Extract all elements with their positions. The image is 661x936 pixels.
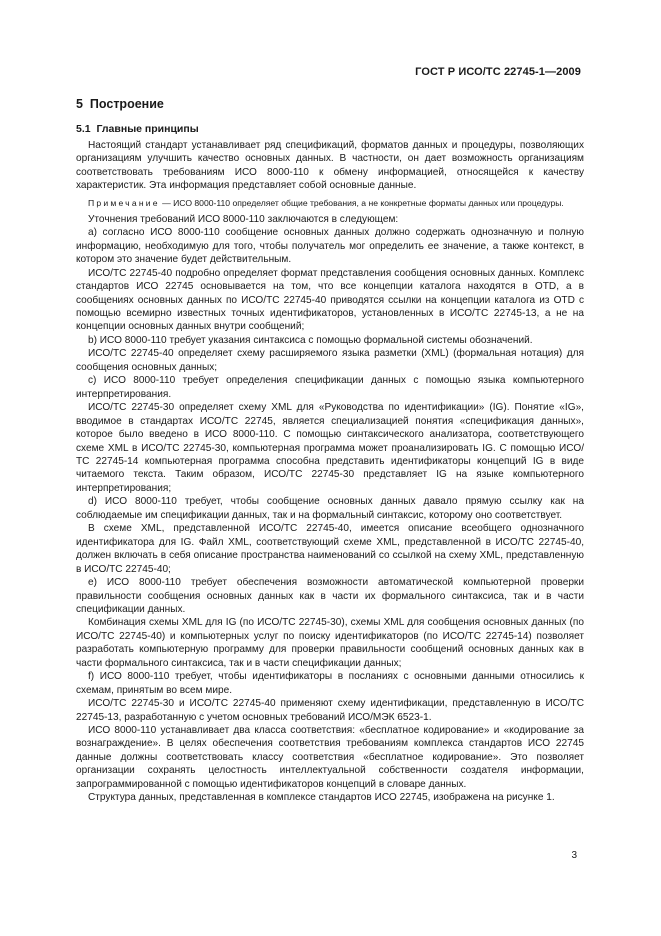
paragraph-item-d: d) ИСО 8000-110 требует, чтобы сообщение основных данных давало прямую ссылку как на соблюдаемые им спецификации данных, так и на формальный синтаксис, которому оно соответствует. (76, 496, 584, 521)
note-label: Примечание (88, 197, 160, 208)
subsection-heading (76, 122, 584, 136)
paragraph-15: Структура данных, представленная в комплексе стандартов ИСО 22745, изображена на рисунке 1. (88, 792, 555, 804)
page-number: 3 (571, 850, 577, 861)
document-body (76, 96, 584, 805)
paragraph-item-e: е) ИСО 8000-110 требует обеспечения возможности автоматической компьютерной проверки правильности сообщения основных данных как в части их формального синтаксиса, так и в части спецификации данных. (76, 577, 584, 615)
section-heading (76, 96, 584, 112)
section-number: 5 (76, 97, 83, 111)
subsection-title: Главные принципы (96, 123, 199, 135)
paragraph-item-c: с) ИСО 8000-110 требует определения спецификации данных с помощью языка компьютерного интерпретирования. (76, 375, 584, 400)
paragraph-1: Уточнения требований ИСО 8000-110 заключаются в следующем: (88, 213, 399, 225)
section-title: Построение (89, 97, 164, 111)
paragraph-5: ИСО/ТС 22745-40 определяет схему расширяемого языка разметки (XML) (формальная нотация) для сообщения основных данных; (76, 348, 584, 373)
paragraph-13: ИСО/ТС 22745-30 и ИСО/ТС 22745-40 применяют схему идентификации, представленную в ИСО/ТС 22745-13, разработанную с учетом основных требований ИСО/МЭК 6523-1. (76, 698, 584, 723)
document-header: ГОСТ Р ИСО/ТС 22745-1—2009 (415, 66, 581, 78)
paragraph-14: ИСО 8000-110 устанавливает два класса соответствия: «бесплатное кодирование» и «кодирование за вознаграждение». В целях обеспечения соответствия требованиям комплекса стандартов ИСО 22745 данные должны соответствовать классу соответствия «бесплатное кодирование». Это позволяет организации сохранять целостность интеллектуальной собственности создателя информации, запрограммированной с помощью идентификаторов концепций в словаре данных. (76, 725, 584, 790)
paragraph-item-b: b) ИСО 8000-110 требует указания синтаксиса с помощью формальной системы обозначений. (88, 334, 533, 346)
paragraph-9: В схеме XML, представленной ИСО/ТС 22745-40, имеется описание всеобщего однозначного идентификатора для IG. Файл XML, соответствующий схеме XML, представленной в ИСО/ТС 22745-40, должен включать в себя описание пространства наименований со ссылкой на схему XML, представленную в ИСО/ТС 22745-40; (76, 523, 584, 575)
paragraph-3: ИСО/ТС 22745-40 подробно определяет формат представления сообщения основных данных. Комплекс стандартов ИСО 22745 основывается на том, что все концепции каталога находятся в OTD, а в сообщениях основных данных по ИСО/ТС 22745-40 приводятся ссылки на концепции каталога из OTD с помощью всемирно известных точных идентификаторов, установленных в ИСО/ТС 22745-13, а не на концепции основных данных внутри сообщений; (76, 267, 584, 333)
paragraph-item-f: f) ИСО 8000-110 требует, чтобы идентификаторы в посланиях с основными данными относились к схемам, принятым во всем мире. (76, 671, 584, 696)
note-text: — ИСО 8000-110 определяет общие требования, а не конкретные форматы данных или процедуры. (159, 197, 564, 208)
intro-paragraph: Настоящий стандарт устанавливает ряд спецификаций, форматов данных и процедуры, позволяющих организациям улучшить качество основных данных. В частности, он дает возможность организациям соответствовать требованиям ИСО 8000-110 к обмену информацией, относящейся к качеству характеристик. Эта информация представляет собой основные данные. (76, 140, 584, 192)
paragraph-7: ИСО/ТС 22745-30 определяет схему XML для «Руководства по идентификации» (IG). Понятие «IG», вводимое в стандартах ИСО/ТС 22745, является специализацией понятия «спецификация данных», которое было введено в ИСО 8000-110. С помощью синтаксического анализатора, соответствующего схеме XML в ИСО/ТС 22745-30, компьютерная программа может проанализировать IG. С помощью ИСО/ТС 22745-14 компьютерная программа способна представить идентификаторы концепций IG в виде читаемого текста. Таким образом, ИСО/ТС 22745-30 представляет IG на языке компьютерного интерпретирования; (76, 402, 584, 494)
paragraph-item-a: а) согласно ИСО 8000-110 сообщение основных данных должно содержать однозначную и полную информацию, необходимую для того, чтобы получатель мог определить ее значение, а также контекст, в котором это значение будет действительным. (76, 227, 584, 266)
subsection-number: 5.1 (76, 123, 91, 135)
note-paragraph (76, 197, 584, 209)
paragraph-11: Комбинация схемы XML для IG (по ИСО/ТС 22745-30), схемы XML для сообщения основных данных (по ИСО/ТС 22745-40) и компьютерных услуг по поиску идентификаторов (по ИСО/ТС 22745-14) позволяет разработать компьютерную программу для проверки правильности сообщений основных данных как в части формального синтаксиса, так и в части спецификации данных; (76, 617, 584, 669)
